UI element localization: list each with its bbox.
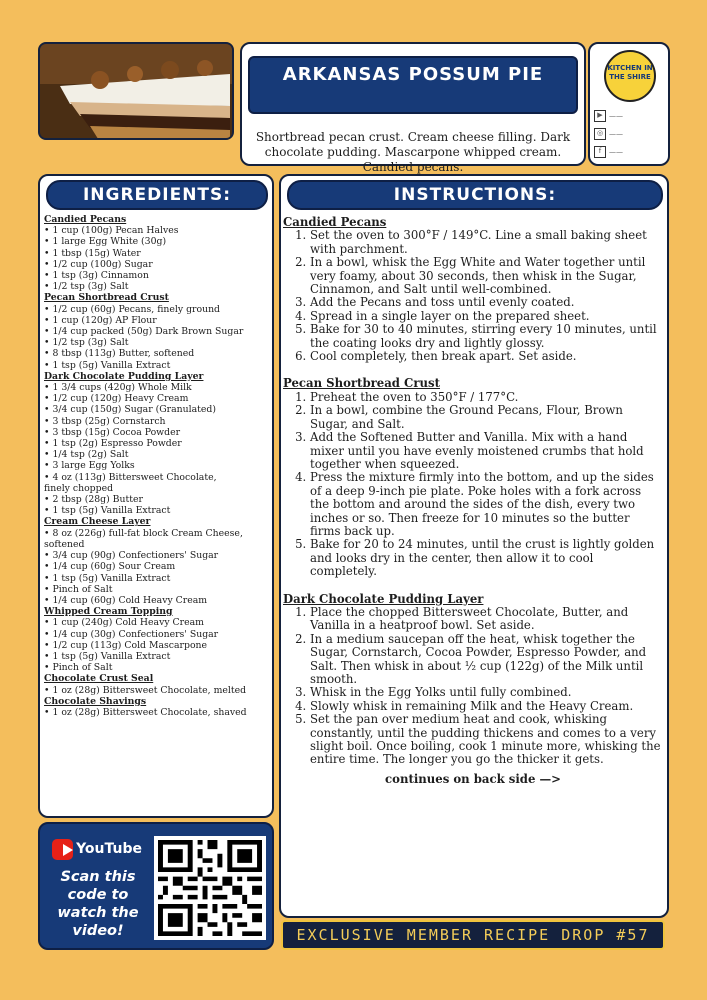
instruction-step: 3. Add the Pecans and toss until evenly coated. <box>310 296 663 309</box>
instruction-step: 5. Bake for 30 to 40 minutes, stirring every 10 minutes, until the coating looks dry and lightly glossy. <box>310 323 663 350</box>
instruction-step: 5. Bake for 20 to 24 minutes, until the crust is lightly golden and looks dry in the center, then allow it to cool completely. <box>310 538 663 578</box>
ingredient-item: • 1/2 tsp (3g) Salt <box>44 281 270 292</box>
ingredient-section-title: Chocolate Shavings <box>44 695 147 707</box>
continue-note: continues on back side —> <box>385 771 561 786</box>
recipe-description: Shortbread pecan crust. Cream cheese filling. Dark chocolate pudding. Mascarpone whipped cream. Candied pecans. <box>255 130 571 174</box>
instagram-icon: ◎ <box>594 128 606 140</box>
pie-slice-image <box>40 44 234 140</box>
ingredient-item: finely chopped <box>44 482 114 494</box>
ingredients-heading: INGREDIENTS: <box>46 180 268 210</box>
instruction-step: 2. In a bowl, combine the Ground Pecans, Flour, Brown Sugar, and Salt. <box>310 404 663 431</box>
ingredient-item: • 1 cup (100g) Pecan Halves <box>44 225 270 236</box>
member-recipe-banner: EXCLUSIVE MEMBER RECIPE DROP #57 <box>281 920 665 950</box>
ingredient-section-title: Candied Pecans <box>44 214 127 225</box>
ingredient-section-title: Dark Chocolate Pudding Layer <box>44 370 204 382</box>
ingredient-item: • 1 oz (28g) Bittersweet Chocolate, melted <box>44 685 270 696</box>
ingredient-item: • 1/4 cup (60g) Sour Cream <box>44 561 270 572</box>
section-spacer <box>283 363 663 375</box>
youtube-logo <box>52 838 142 860</box>
social-handle-placeholder: —— <box>609 148 623 156</box>
instruction-step: 3. Whisk in the Egg Yolks until fully combined. <box>310 686 663 699</box>
instructions-list <box>283 214 663 786</box>
qr-code[interactable] <box>154 836 266 940</box>
logo-text: KITCHEN IN THE SHIRE <box>607 64 653 81</box>
ingredient-item: • 1 tsp (3g) Cinnamon <box>44 270 270 281</box>
youtube-wordmark: YouTube <box>76 841 142 857</box>
ingredient-item: • Pinch of Salt <box>44 662 270 673</box>
youtube-icon: ▶ <box>594 110 606 122</box>
scan-instruction: Scan this code to watch the video! <box>57 869 139 939</box>
instruction-step: 2. In a bowl, whisk the Egg White and Water together until very foamy, about 30 seconds, then whisk in the Sugar, Cinnamon, and Salt until well-combined. <box>310 256 663 296</box>
ingredient-item: • 1 tsp (5g) Vanilla Extract <box>44 573 270 584</box>
ingredient-item: • 3/4 cup (90g) Confectioners' Sugar <box>44 550 270 561</box>
instructions-heading: INSTRUCTIONS: <box>287 180 663 210</box>
instruction-step: 6. Cool completely, then break apart. Set aside. <box>310 350 663 363</box>
ingredient-item: • 3 tbsp (15g) Cocoa Powder <box>44 427 270 438</box>
ingredient-item: softened <box>44 538 85 550</box>
ingredients-card <box>38 174 274 818</box>
instruction-section-title: Candied Pecans <box>283 215 387 229</box>
instruction-step: 2. In a medium saucepan off the heat, whisk together the Sugar, Cornstarch, Cocoa Powder, Espresso Powder, and Salt. Then whisk in about ½ cup (122g) of the Milk until smooth. <box>310 633 663 687</box>
instruction-step: 4. Slowly whisk in remaining Milk and the Heavy Cream. <box>310 700 663 713</box>
social-handle-placeholder: —— <box>609 130 623 138</box>
instructions-card <box>279 174 669 918</box>
ingredient-item: • 1/2 cup (100g) Sugar <box>44 259 270 270</box>
social-handle-placeholder: —— <box>609 112 623 120</box>
ingredient-item: • 1 3/4 cups (420g) Whole Milk <box>44 382 270 393</box>
youtube-play-icon <box>52 839 73 860</box>
youtube-qr-card[interactable] <box>38 822 274 950</box>
ingredient-item: • 4 oz (113g) Bittersweet Chocolate, <box>44 472 270 483</box>
ingredient-item: • 2 tbsp (28g) Butter <box>44 494 270 505</box>
instruction-steps <box>310 606 663 767</box>
ingredient-item: • 1/2 cup (113g) Cold Mascarpone <box>44 640 270 651</box>
instruction-section-title: Dark Chocolate Pudding Layer <box>283 591 484 606</box>
kitchen-in-the-shire-logo <box>604 50 656 102</box>
ingredient-item: • 1/2 cup (60g) Pecans, finely ground <box>44 304 270 315</box>
social-link-youtube[interactable] <box>594 110 668 122</box>
ingredients-list <box>44 214 270 718</box>
instruction-step: 3. Add the Softened Butter and Vanilla. Mix with a hand mixer until you have evenly moistened crumbs that hold together when squeezed. <box>310 431 663 471</box>
qr-code-icon <box>158 840 262 936</box>
ingredient-item: • 3 large Egg Yolks <box>44 460 270 471</box>
ingredient-section-title: Whipped Cream Topping <box>44 606 173 618</box>
ingredient-section-title: Chocolate Crust Seal <box>44 673 154 685</box>
ingredient-item: • 1 tsp (5g) Vanilla Extract <box>44 505 270 516</box>
ingredient-section-title: Pecan Shortbread Crust <box>44 292 169 304</box>
pie-photo <box>38 42 234 140</box>
section-spacer <box>283 579 663 591</box>
instruction-step: 1. Preheat the oven to 350°F / 177°C. <box>310 391 663 404</box>
ingredient-item: • 1 oz (28g) Bittersweet Chocolate, shaved <box>44 707 270 718</box>
ingredient-item: • 1 cup (120g) AP Flour <box>44 315 270 326</box>
ingredient-item: • 1 tbsp (15g) Water <box>44 248 270 259</box>
ingredient-item: • 1/2 cup (120g) Heavy Cream <box>44 393 270 404</box>
instruction-step: 4. Spread in a single layer on the prepared sheet. <box>310 310 663 323</box>
facebook-icon: f <box>594 146 606 158</box>
ingredient-item: • 1/2 tsp (3g) Salt <box>44 337 270 348</box>
ingredient-item: • 3/4 cup (150g) Sugar (Granulated) <box>44 404 270 415</box>
ingredient-item: • 1 large Egg White (30g) <box>44 236 270 247</box>
recipe-title: ARKANSAS POSSUM PIE <box>248 56 578 114</box>
ingredient-item: • 1 tsp (5g) Vanilla Extract <box>44 360 270 371</box>
instruction-step: 4. Press the mixture firmly into the bottom, and up the sides of a deep 9-inch pie plate. Poke holes with a fork across the bottom and around the sides of the dish, every two inches or so. Then freeze for 10 minutes so the butter firms back up. <box>310 471 663 538</box>
ingredient-item: • 3 tbsp (25g) Cornstarch <box>44 416 270 427</box>
ingredient-item: • 1/4 tsp (2g) Salt <box>44 449 270 460</box>
ingredient-item: • 8 tbsp (113g) Butter, softened <box>44 348 270 359</box>
ingredient-item: • 1 cup (240g) Cold Heavy Cream <box>44 617 270 628</box>
instruction-steps <box>310 229 663 363</box>
ingredient-section-title: Cream Cheese Layer <box>44 516 151 528</box>
instruction-step: 1. Place the chopped Bittersweet Chocolate, Butter, and Vanilla in a heatproof bowl. Set aside. <box>310 606 663 633</box>
logo-card <box>588 42 670 166</box>
ingredient-item: • 1/4 cup packed (50g) Dark Brown Sugar <box>44 326 270 337</box>
ingredient-item: • 1 tsp (5g) Vanilla Extract <box>44 651 270 662</box>
social-link-facebook[interactable] <box>594 146 668 158</box>
instruction-step: 5. Set the pan over medium heat and cook, whisking constantly, until the pudding thickens and comes to a very slight boil. Once boiling, cook 1 minute more, whisking the entire time. The longer you go the thicker it gets. <box>310 713 663 767</box>
social-link-instagram[interactable] <box>594 128 668 140</box>
ingredient-item: • 1/4 cup (60g) Cold Heavy Cream <box>44 595 270 606</box>
instruction-steps <box>310 391 663 579</box>
ingredient-item: • 8 oz (226g) full-fat block Cream Cheese, <box>44 528 270 539</box>
title-card <box>240 42 586 174</box>
instruction-step: 1. Set the oven to 300°F / 149°C. Line a small baking sheet with parchment. <box>310 229 663 256</box>
ingredient-item: • 1/4 cup (30g) Confectioners' Sugar <box>44 629 270 640</box>
ingredient-item: • 1 tsp (2g) Espresso Powder <box>44 438 270 449</box>
instruction-section-title: Pecan Shortbread Crust <box>283 376 440 391</box>
ingredient-item: • Pinch of Salt <box>44 584 270 595</box>
